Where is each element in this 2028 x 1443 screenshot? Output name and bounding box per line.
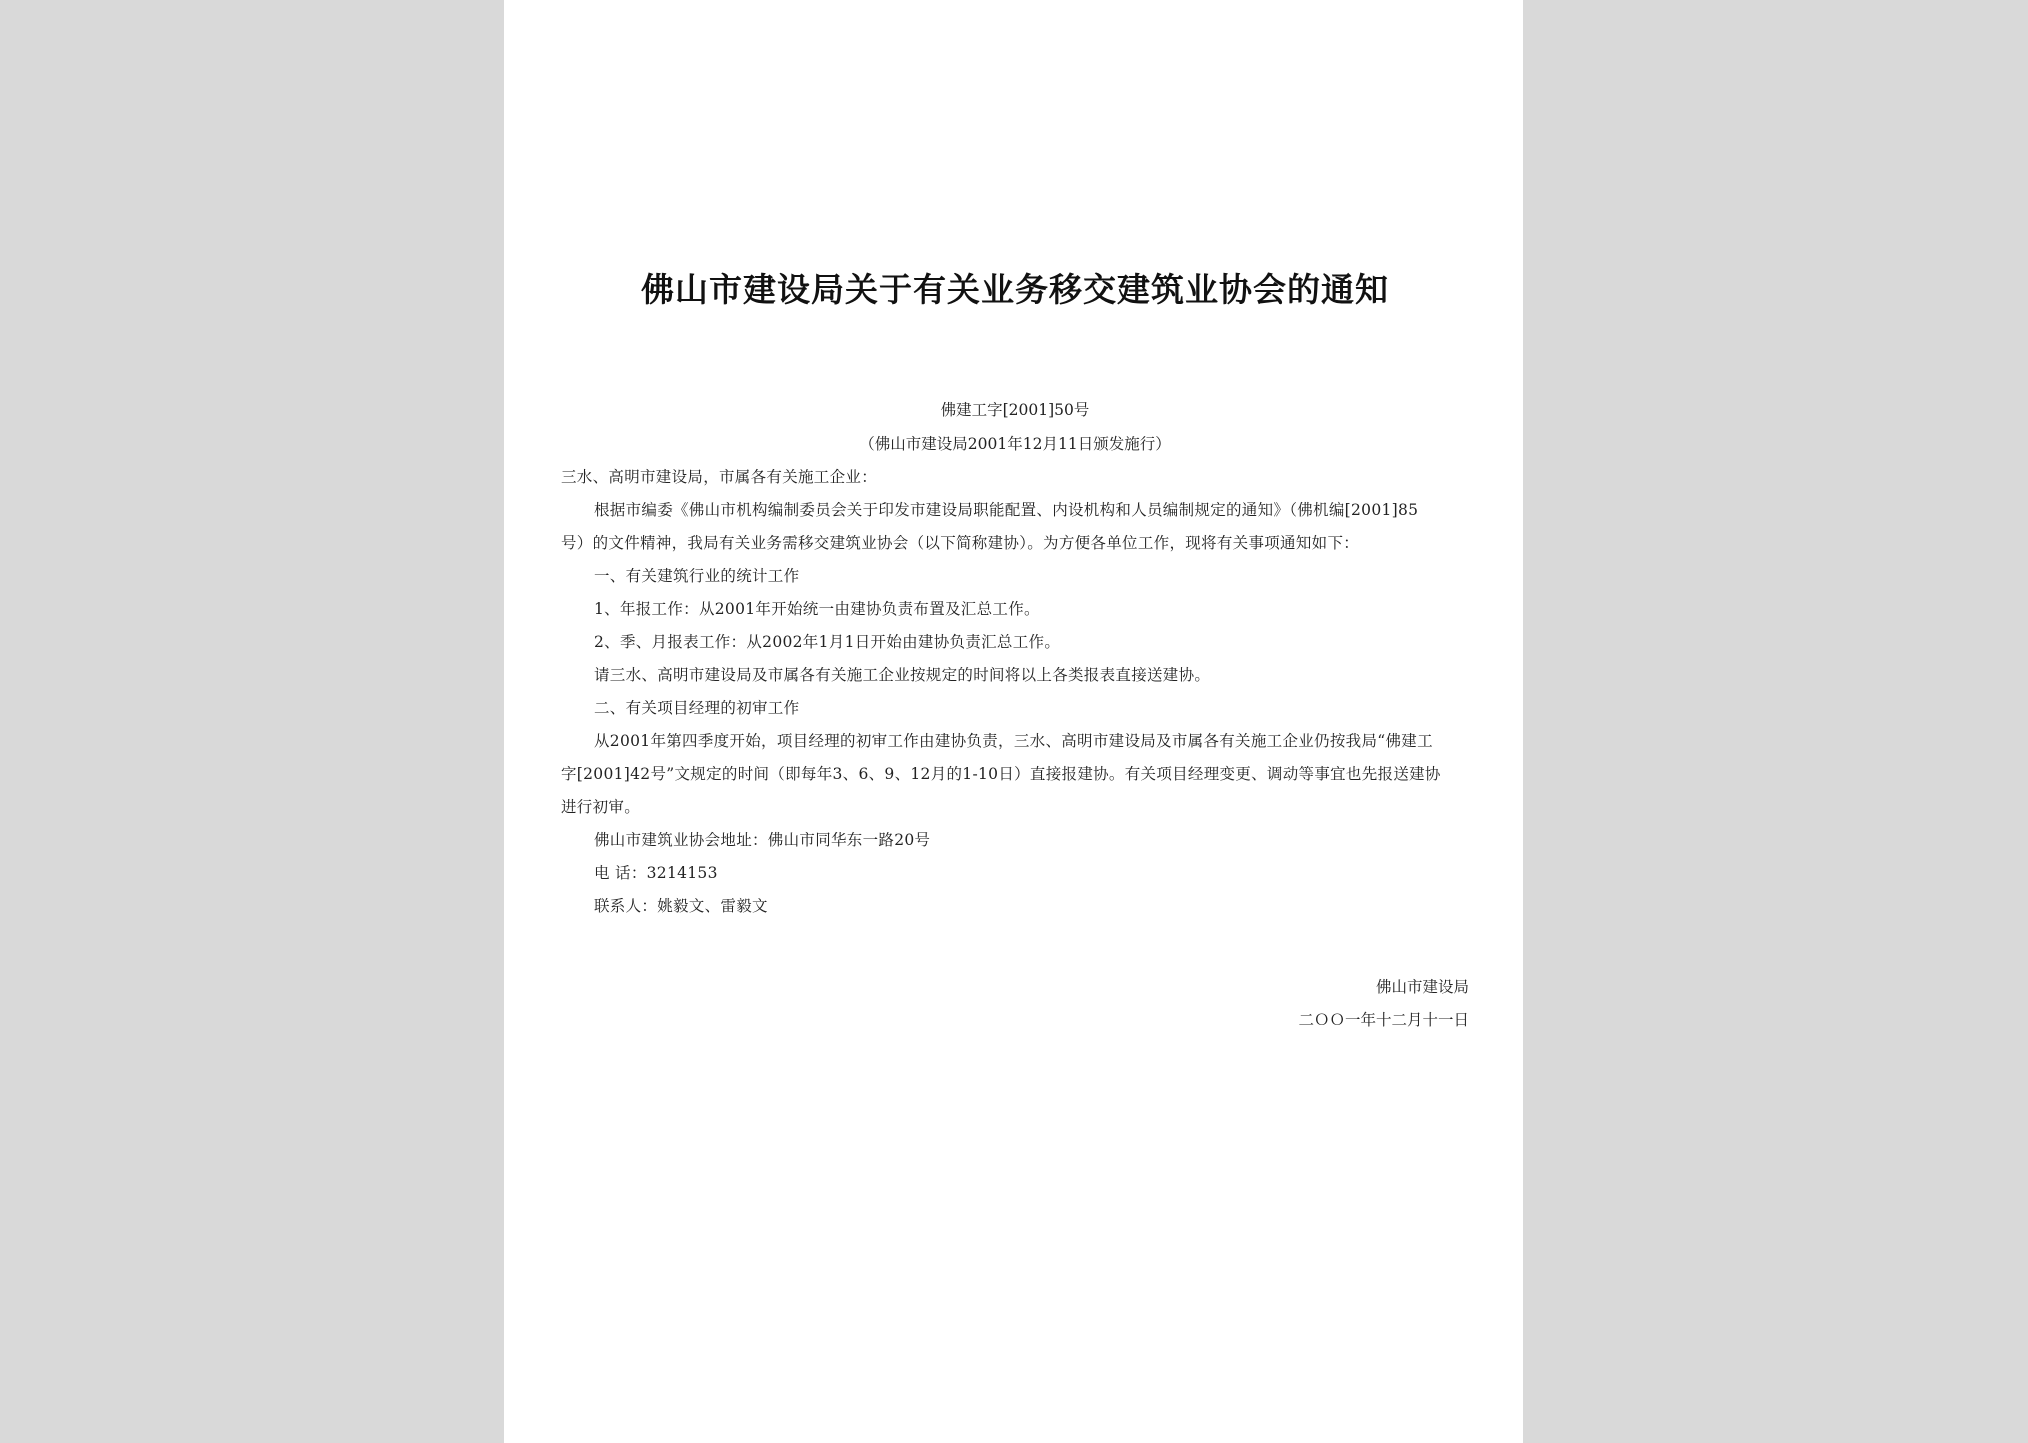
document-page [504, 0, 1523, 1443]
section-heading-statistics: 一、有关建筑行业的统计工作 [594, 567, 800, 585]
signature-issuer: 佛山市建设局 [1375, 978, 1469, 996]
contact-person-line: 联系人：姚毅文、雷毅文 [594, 897, 768, 915]
statistics-item-quarterly-monthly: 2、季、月报表工作：从2002年1月1日开始由建协负责汇总工作。 [594, 633, 1061, 651]
issued-note: （佛山市建设局2001年12月11日颁发施行） [859, 435, 1171, 453]
body-paragraph-1-line-1: 根据市编委《佛山市机构编制委员会关于印发市建设局职能配置、内设机构和人员编制规定的通知》（佛机编[2001]85 [594, 501, 1419, 519]
body-paragraph-1-line-2: 号）的文件精神，我局有关业务需移交建筑业协会（以下简称建协）。为方便各单位工作，现将有关事项通知如下： [561, 534, 1360, 552]
statistics-item-annual: 1、年报工作：从2001年开始统一由建协负责布置及汇总工作。 [594, 600, 1040, 618]
addressee-line: 三水、高明市建设局，市属各有关施工企业： [561, 468, 878, 486]
project-manager-paragraph-line-1: 从2001年第四季度开始，项目经理的初审工作由建协负责，三水、高明市建设局及市属各有关施工企业仍按我局“佛建工 [594, 732, 1433, 750]
section-heading-project-manager: 二、有关项目经理的初审工作 [594, 699, 800, 717]
statistics-request-line: 请三水、高明市建设局及市属各有关施工企业按规定的时间将以上各类报表直接送建协。 [594, 666, 1211, 684]
project-manager-paragraph-line-3: 进行初审。 [561, 798, 641, 816]
phone-line: 电 话：3214153 [594, 864, 718, 882]
document-title: 佛山市建设局关于有关业务移交建筑业协会的通知 [641, 270, 1389, 309]
association-address-line: 佛山市建筑业协会地址：佛山市同华东一路20号 [594, 831, 931, 849]
signature-date: 二ＯＯ一年十二月十一日 [1298, 1011, 1469, 1029]
project-manager-paragraph-line-2: 字[2001]42号”文规定的时间（即每年3、6、9、12月的1-10日）直接报建协。有关项目经理变更、调动等事宜也先报送建协 [561, 765, 1441, 783]
document-number: 佛建工字[2001]50号 [940, 401, 1090, 419]
